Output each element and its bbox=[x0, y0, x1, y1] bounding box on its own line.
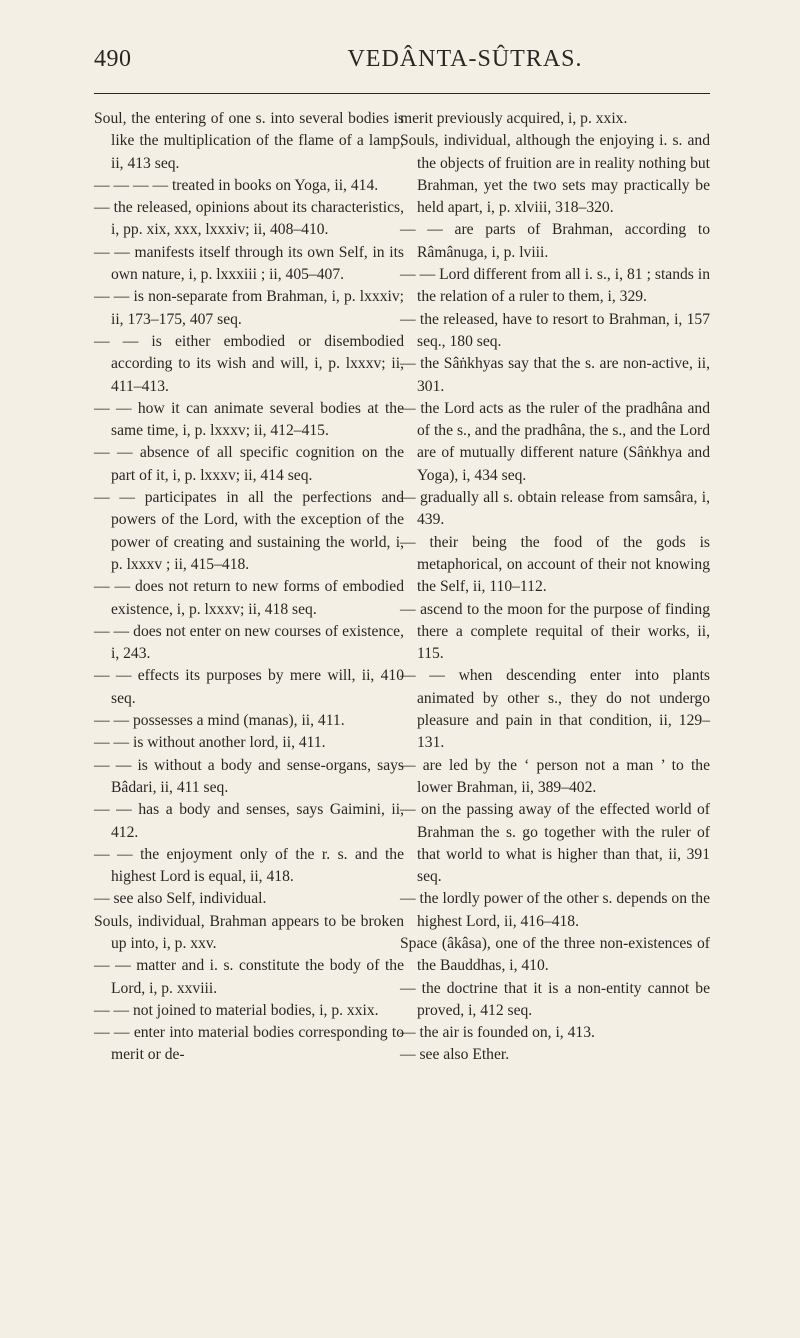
index-entry: — their being the food of the gods is metaphorical, on account of their not knowing the Self, ii, 110–112. bbox=[400, 533, 710, 596]
index-entry: — — is non-separate from Brahman, i, p. lxxxiv; ii, 173–175, 407 seq. bbox=[94, 288, 404, 328]
index-entry: — — does not return to new forms of embodied existence, i, p. lxxxv; ii, 418 seq. bbox=[94, 578, 404, 618]
index-entry: — see also Self, individual. bbox=[94, 890, 267, 908]
index-entry: — see also Ether. bbox=[400, 1046, 510, 1064]
index-entry: — — how it can animate several bodies at the same time, i, p. lxxxv; ii, 412–415. bbox=[94, 399, 404, 440]
running-head: VEDÂNTA-SÛTRAS. bbox=[347, 46, 583, 72]
index-entry: — — has a body and senses, says Gaimini, ii, 412. bbox=[94, 801, 404, 841]
index-entry: — the Sâṅkhyas say that the s. are non-active, ii, 301. bbox=[400, 355, 710, 395]
index-entry: merit previously acquired, i, p. xxix. bbox=[400, 110, 628, 127]
index-column-left bbox=[94, 108, 404, 1067]
index-entry: Soul, the entering of one s. into several bodies is like the multiplication of the flame of a lamp, ii, 413 seq. bbox=[94, 110, 404, 172]
index-entry: — — matter and i. s. constitute the body of the Lord, i, p. xxviii. bbox=[94, 957, 404, 997]
index-column-right bbox=[400, 108, 710, 1067]
index-entry: — on the passing away of the effected world of Brahman the s. go together with the ruler of that world to what is higher than that, ii, 391 seq. bbox=[400, 801, 710, 886]
index-entry: — — — — treated in books on Yoga, ii, 414. bbox=[94, 176, 379, 194]
header-rule bbox=[94, 93, 710, 94]
index-entry: — — absence of all specific cognition on the part of it, i, p. lxxxv; ii, 414 seq. bbox=[94, 444, 404, 484]
index-entry: — the released, have to resort to Brahman, i, 157 seq., 180 seq. bbox=[400, 310, 710, 350]
index-entry: — — participates in all the perfections and powers of the Lord, with the exception of the power of creating and sustaining the world, i, p. lxxxv ; ii, 415–418. bbox=[94, 489, 404, 573]
index-entry: — — not joined to material bodies, i, p. xxix. bbox=[94, 1001, 379, 1019]
index-entry: — the released, opinions about its characteristics, i, pp. xix, xxx, lxxxiv; ii, 408–410. bbox=[94, 199, 404, 239]
index-entry: — the lordly power of the other s. depends on the highest Lord, ii, 416–418. bbox=[400, 890, 710, 930]
index-entry: — — are parts of Brahman, according to Râmânuga, i, p. lviii. bbox=[400, 221, 710, 261]
index-entry: — — is without a body and sense-organs, says Bâdari, ii, 411 seq. bbox=[94, 756, 404, 796]
index-entry: — ascend to the moon for the purpose of finding there a complete requital of their works, ii, 115. bbox=[400, 600, 710, 663]
index-entry: — — Lord different from all i. s., i, 81 ; stands in the relation of a ruler to them, i, 329. bbox=[400, 266, 710, 306]
index-entry: — — the enjoyment only of the r. s. and the highest Lord is equal, ii, 418. bbox=[94, 845, 404, 886]
index-entry: — — does not enter on new courses of existence, i, 243. bbox=[94, 622, 404, 663]
index-entry: — — effects its purposes by mere will, ii, 410 seq. bbox=[94, 667, 404, 707]
index-entry: — the doctrine that it is a non-entity cannot be proved, i, 412 seq. bbox=[400, 979, 710, 1019]
index-entry: — gradually all s. obtain release from samsâra, i, 439. bbox=[400, 489, 710, 529]
index-entry: — — when descending enter into plants animated by other s., they do not undergo pleasure and pain in that condition, ii, 129–131. bbox=[400, 667, 710, 752]
index-entry: — the air is founded on, i, 413. bbox=[400, 1024, 595, 1042]
index-entry: — — is either embodied or disembodied according to its wish and will, i, p. lxxxv; ii, 411–413. bbox=[94, 332, 404, 395]
index-entry: Space (âkâsa), one of the three non-existences of the Bauddhas, i, 410. bbox=[400, 934, 710, 975]
index-entry: — are led by the ‘ person not a man ’ to the lower Brahman, ii, 389–402. bbox=[400, 756, 710, 796]
index-entry: Souls, individual, Brahman appears to be broken up into, i, p. xxv. bbox=[94, 912, 404, 952]
index-entry: — — manifests itself through its own Self, in its own nature, i, p. lxxxiii ; ii, 405–407. bbox=[94, 243, 404, 284]
index-entry: — the Lord acts as the ruler of the pradhâna and of the s., and the pradhâna, the s., and the Lord are of mutually different nature (Sâṅkhya and Yoga), i, 434 seq. bbox=[400, 399, 710, 484]
page-number: 490 bbox=[94, 46, 132, 72]
index-entry: — — enter into material bodies corresponding to merit or de- bbox=[94, 1024, 404, 1064]
index-entry: Souls, individual, although the enjoying i. s. and the objects of fruition are in reality nothing but Brahman, yet the two sets may practically be held apart, i, p. xlviii, 318–320. bbox=[400, 132, 710, 217]
index-entry: — — possesses a mind (manas), ii, 411. bbox=[94, 712, 345, 730]
index-entry: — — is without another lord, ii, 411. bbox=[94, 734, 326, 752]
